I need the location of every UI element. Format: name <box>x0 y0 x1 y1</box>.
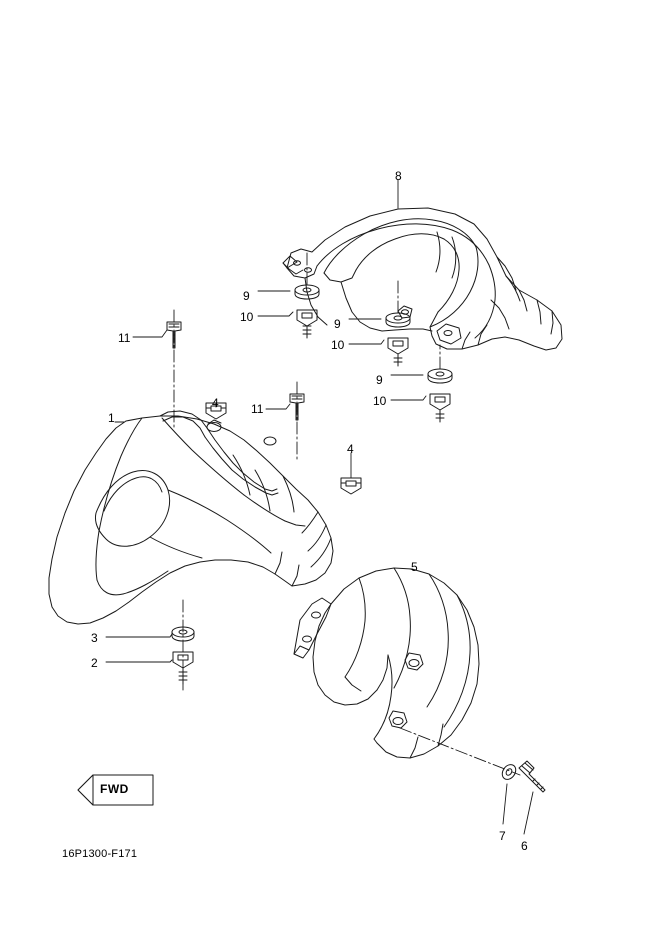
fastener-group-9-10-lower <box>428 369 452 422</box>
callout-number: 10 <box>240 310 254 324</box>
diagram-part-code: 16P1300-F171 <box>62 848 138 860</box>
callout-number: 10 <box>331 338 345 352</box>
callout-number: 9 <box>334 317 341 331</box>
fastener-6-screw <box>519 761 545 792</box>
callout-number: 9 <box>376 373 383 387</box>
callout-number: 4 <box>347 442 354 456</box>
callout-number: 9 <box>243 289 250 303</box>
part-8-rear-fender <box>283 208 562 350</box>
callout-number: 5 <box>411 560 418 574</box>
callout-number: 11 <box>251 402 264 416</box>
leader-lines <box>106 180 533 834</box>
fastener-4-right <box>341 478 361 494</box>
fwd-label: FWD <box>100 782 129 796</box>
callout-number: 11 <box>118 331 131 345</box>
part-5-inner-fender <box>294 568 479 758</box>
callout-number: 2 <box>91 656 98 670</box>
callout-number: 6 <box>521 839 528 853</box>
callout-number: 8 <box>395 169 402 183</box>
callout-number: 10 <box>373 394 387 408</box>
fastener-group-9-10-middle <box>386 313 410 366</box>
callout-number: 1 <box>108 411 115 425</box>
callout-number: 4 <box>212 396 219 410</box>
callout-number: 3 <box>91 631 98 645</box>
axis-lines <box>174 250 520 775</box>
fastener-7-washer <box>499 762 518 782</box>
callout-number: 7 <box>499 829 506 843</box>
part-1-front-fender <box>49 411 333 624</box>
